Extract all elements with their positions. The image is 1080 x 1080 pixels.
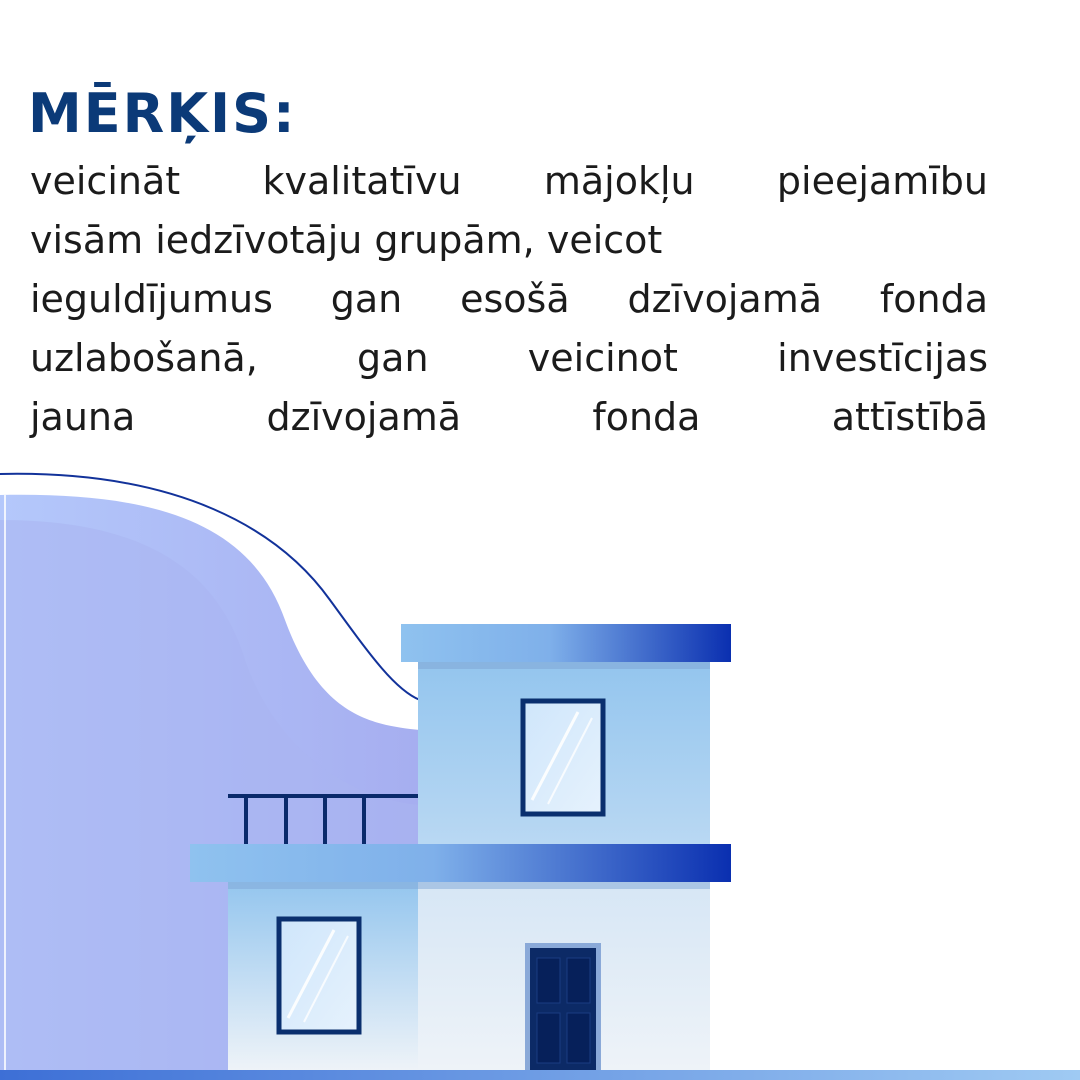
goal-text-line: visām iedzīvotāju grupām, veicot <box>30 218 663 262</box>
goal-text-line: veicināt kvalitatīvu mājokļu pieejamību <box>30 159 988 203</box>
page-title: MĒRĶIS: <box>28 82 297 145</box>
goal-text-line: jauna dzīvojamā fonda attīstībā <box>30 395 988 439</box>
goal-description <box>30 152 988 447</box>
house-illustration <box>0 460 1080 1080</box>
door-icon <box>525 943 601 1073</box>
goal-text-line: ieguldījumus gan esošā dzīvojamā fonda <box>30 277 988 321</box>
window-icon <box>523 701 603 814</box>
goal-text-line: uzlabošanā, gan veicinot investīcijas <box>30 336 988 380</box>
window-icon <box>279 919 359 1032</box>
ground-line <box>0 1070 1080 1080</box>
